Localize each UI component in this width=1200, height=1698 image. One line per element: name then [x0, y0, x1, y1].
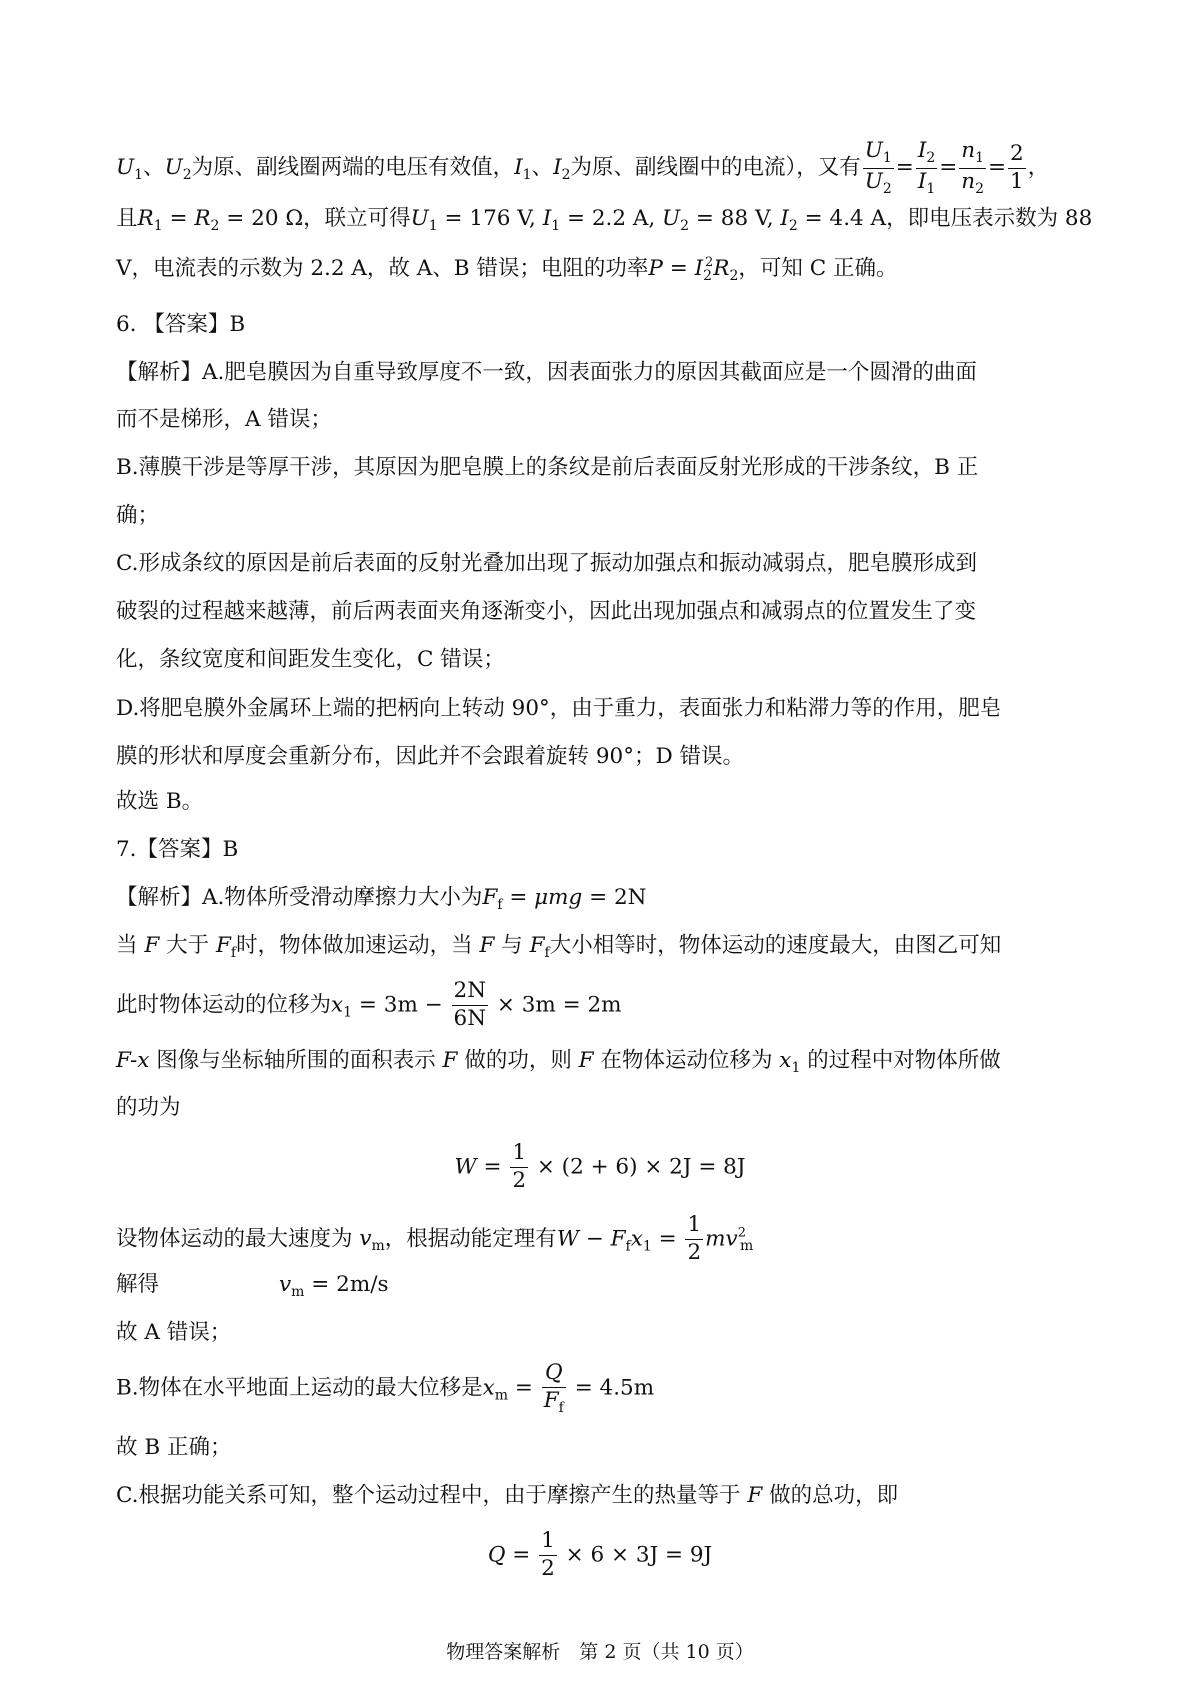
formula-heat: Q = $\frac{1}{2}$ × 6 × 3J = 9J	[487, 1528, 713, 1581]
text-line: V，电流表的示数为 2.2 A，故 A、B 错误；电阻的功率$P = I_2^2R_2$，可知 C 正确。	[116, 255, 898, 284]
text-line: B.薄膜干涉是等厚干涉，其原因为肥皂膜上的条纹是前后表面反射光形成的干涉条纹，B 正	[116, 455, 979, 480]
text-line: 【解析】A.肥皂膜因为自重导致厚度不一致，因表面张力的原因其截面应是一个圆滑的曲面	[116, 360, 977, 385]
text-line: D.将肥皂膜外金属环上端的把柄向上转动 90°，由于重力，表面张力和粘滞力等的作用，肥皂	[116, 696, 1002, 721]
text-line: C.根据功能关系可知，整个运动过程中，由于摩擦产生的热量等于 F 做的总功，即	[116, 1483, 899, 1508]
text-line: C.形成条纹的原因是前后表面的反射光叠加出现了振动加强点和振动减弱点，肥皂膜形成到	[116, 551, 978, 576]
text-line: 当 F 大于 $F_f$时，物体做加速运动，当 F 与 $F_f$大小相等时，物体运动的速度最大，由图乙可知	[116, 933, 1002, 961]
text-line: 设物体运动的最大速度为 $v_m$，根据动能定理有$W - F_fx_1$ = $\frac{1}{2}$ $mv^2_m$	[116, 1212, 754, 1265]
text-line: 解得 $v_m = 2m/s$	[116, 1272, 389, 1300]
text-line: 且$R_1 = R_2 = 20$ Ω，联立可得$U_1 = 176$ V, $I_1 = 2.2$ A, $U_2 = 88$ V, $I_2 = 4.4$ A，即电压表示数为 88	[116, 206, 1093, 234]
answer-heading: 7.【答案】B	[116, 837, 239, 862]
text-line: 故 B 正确；	[116, 1435, 232, 1460]
text-line: 破裂的过程越来越薄，前后两表面夹角逐渐变小，因此出现加强点和减弱点的位置发生了变	[116, 599, 977, 624]
text-line: 确；	[116, 503, 160, 528]
text-line: 故选 B。	[116, 789, 204, 814]
answer-heading: 6. 【答案】B	[116, 312, 246, 337]
text-line: 【解析】A.物体所受滑动摩擦力大小为$F_f = \mu mg = 2N$	[116, 885, 647, 913]
text-line: 化，条纹宽度和间距发生变化，C 错误；	[116, 647, 505, 672]
text-line: 故 A 错误；	[116, 1320, 232, 1345]
text-line: 的功为	[116, 1095, 181, 1120]
text-line: F-x 图像与坐标轴所围的面积表示 F 做的功，则 F 在物体运动位移为 $x_1$ 的过程中对物体所做	[116, 1048, 1001, 1076]
text-line: 此时物体运动的位移为$x_1 = 3m$ − $\frac{2N}{6N}$ × 3m = 2m	[116, 978, 622, 1031]
text-line: 而不是梯形，A 错误；	[116, 407, 332, 432]
text-line: 膜的形状和厚度会重新分布，因此并不会跟着旋转 90°；D 错误。	[116, 744, 745, 769]
formula-work: W = $\frac{1}{2}$ × (2 + 6) × 2J = 8J	[454, 1140, 746, 1193]
text-line: $U_1$、$U_2$为原、副线圈两端的电压有效值，$I_1$、$I_2$为原、副线圈中的电流），又有 $\frac{U_1}{U_2}$ = $\frac{I_2}{I_1}$ = $\frac{n_1}{n_2}$ = $\frac{2}{1}$ ，	[116, 138, 1050, 197]
text-line: B.物体在水平地面上运动的最大位移是$x_m$ = $\frac{Q}{F_f}$ = 4.5m	[116, 1360, 655, 1416]
page-footer: 物理答案解析 第 2 页（共 10 页）	[446, 1641, 754, 1663]
